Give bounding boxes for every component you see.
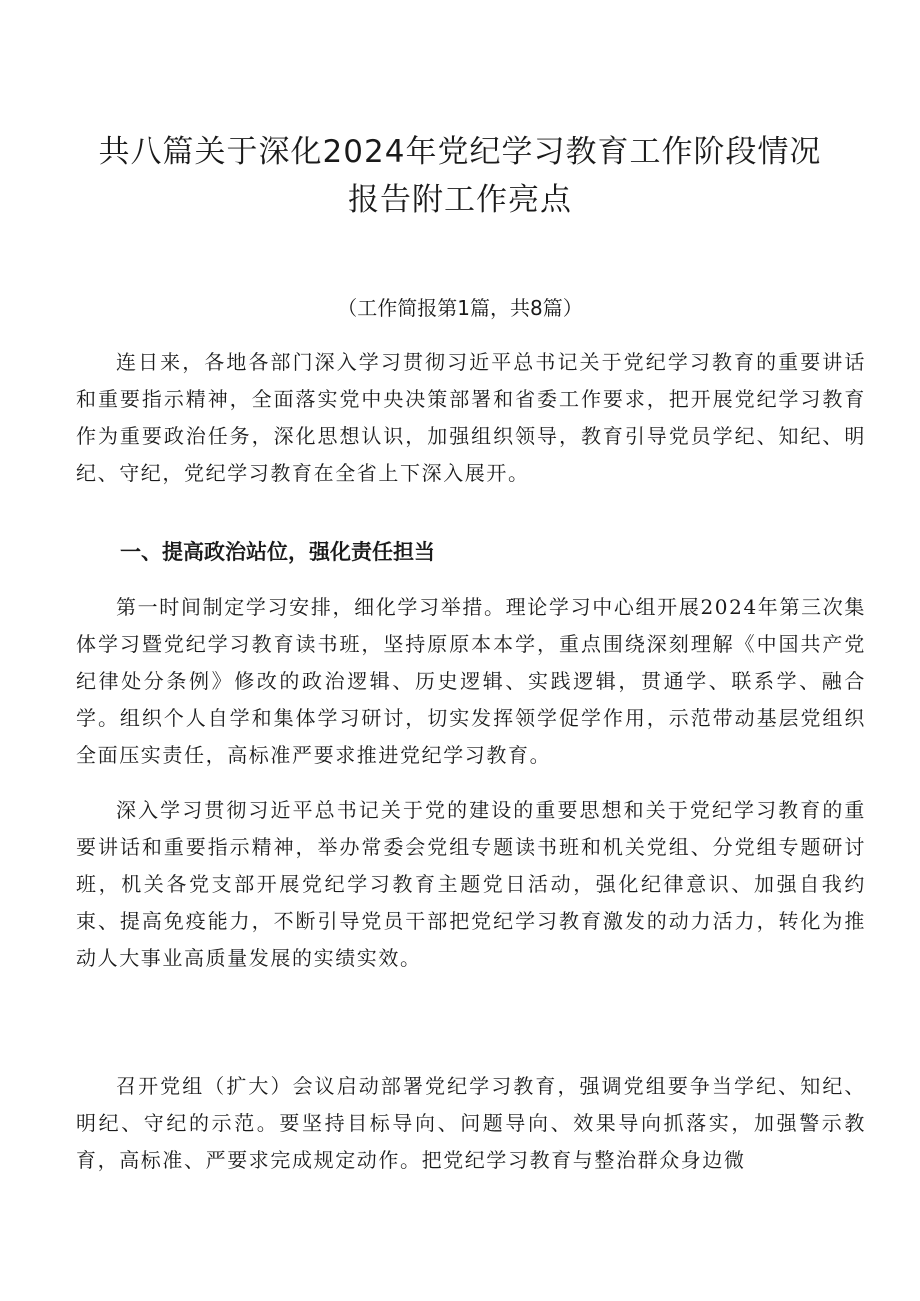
- paragraph-deep-study: 深入学习贯彻习近平总书记关于党的建设的重要思想和关于党纪学习教育的重要讲话和重要指示精神，举办常委会党组专题读书班和机关党组、分党组专题研讨班，机关各党支部开展党纪学习教育主题党日活动，强化纪律意识、加强自我约束、提高免疫能力，不断引导党员干部把党纪学习教育激发的动力活力，转化为推动人大事业高质量发展的实绩实效。: [76, 798, 866, 970]
- document-title-line-1: 共八篇关于深化2024年党纪学习教育工作阶段情况: [98, 134, 822, 170]
- paragraph-study-arrangement: 第一时间制定学习安排，细化学习举措。理论学习中心组开展2024年第三次集体学习暨党纪学习教育读书班，坚持原原本本学，重点围绕深刻理解《中国共产党纪律处分条例》修改的政治逻辑、历史逻辑、实践逻辑，贯通学、联系学、融合学。组织个人自学和集体学习研讨，切实发挥领学促学作用，示范带动基层党组织全面压实责任，高标准严要求推进党纪学习教育。: [76, 595, 866, 767]
- document-title-line-2: 报告附工作亮点: [348, 182, 572, 218]
- section-heading: 一、提高政治站位，强化责任担当: [120, 540, 435, 564]
- paragraph-intro: 连日来，各地各部门深入学习贯彻习近平总书记关于党纪学习教育的重要讲话和重要指示精神，全面落实党中央决策部署和省委工作要求，把开展党纪学习教育作为重要政治任务，深化思想认识，加强组织领导，教育引导党员学纪、知纪、明纪、守纪，党纪学习教育在全省上下深入展开。: [76, 350, 866, 485]
- paragraph-party-meeting: 召开党组（扩大）会议启动部署党纪学习教育，强调党组要争当学纪、知纪、明纪、守纪的示范。要坚持目标导向、问题导向、效果导向抓落实，加强警示教育，高标准、严要求完成规定动作。把党纪学习教育与整治群众身边微: [76, 1074, 866, 1172]
- document-subtitle: （工作简报第1篇，共8篇）: [337, 296, 583, 320]
